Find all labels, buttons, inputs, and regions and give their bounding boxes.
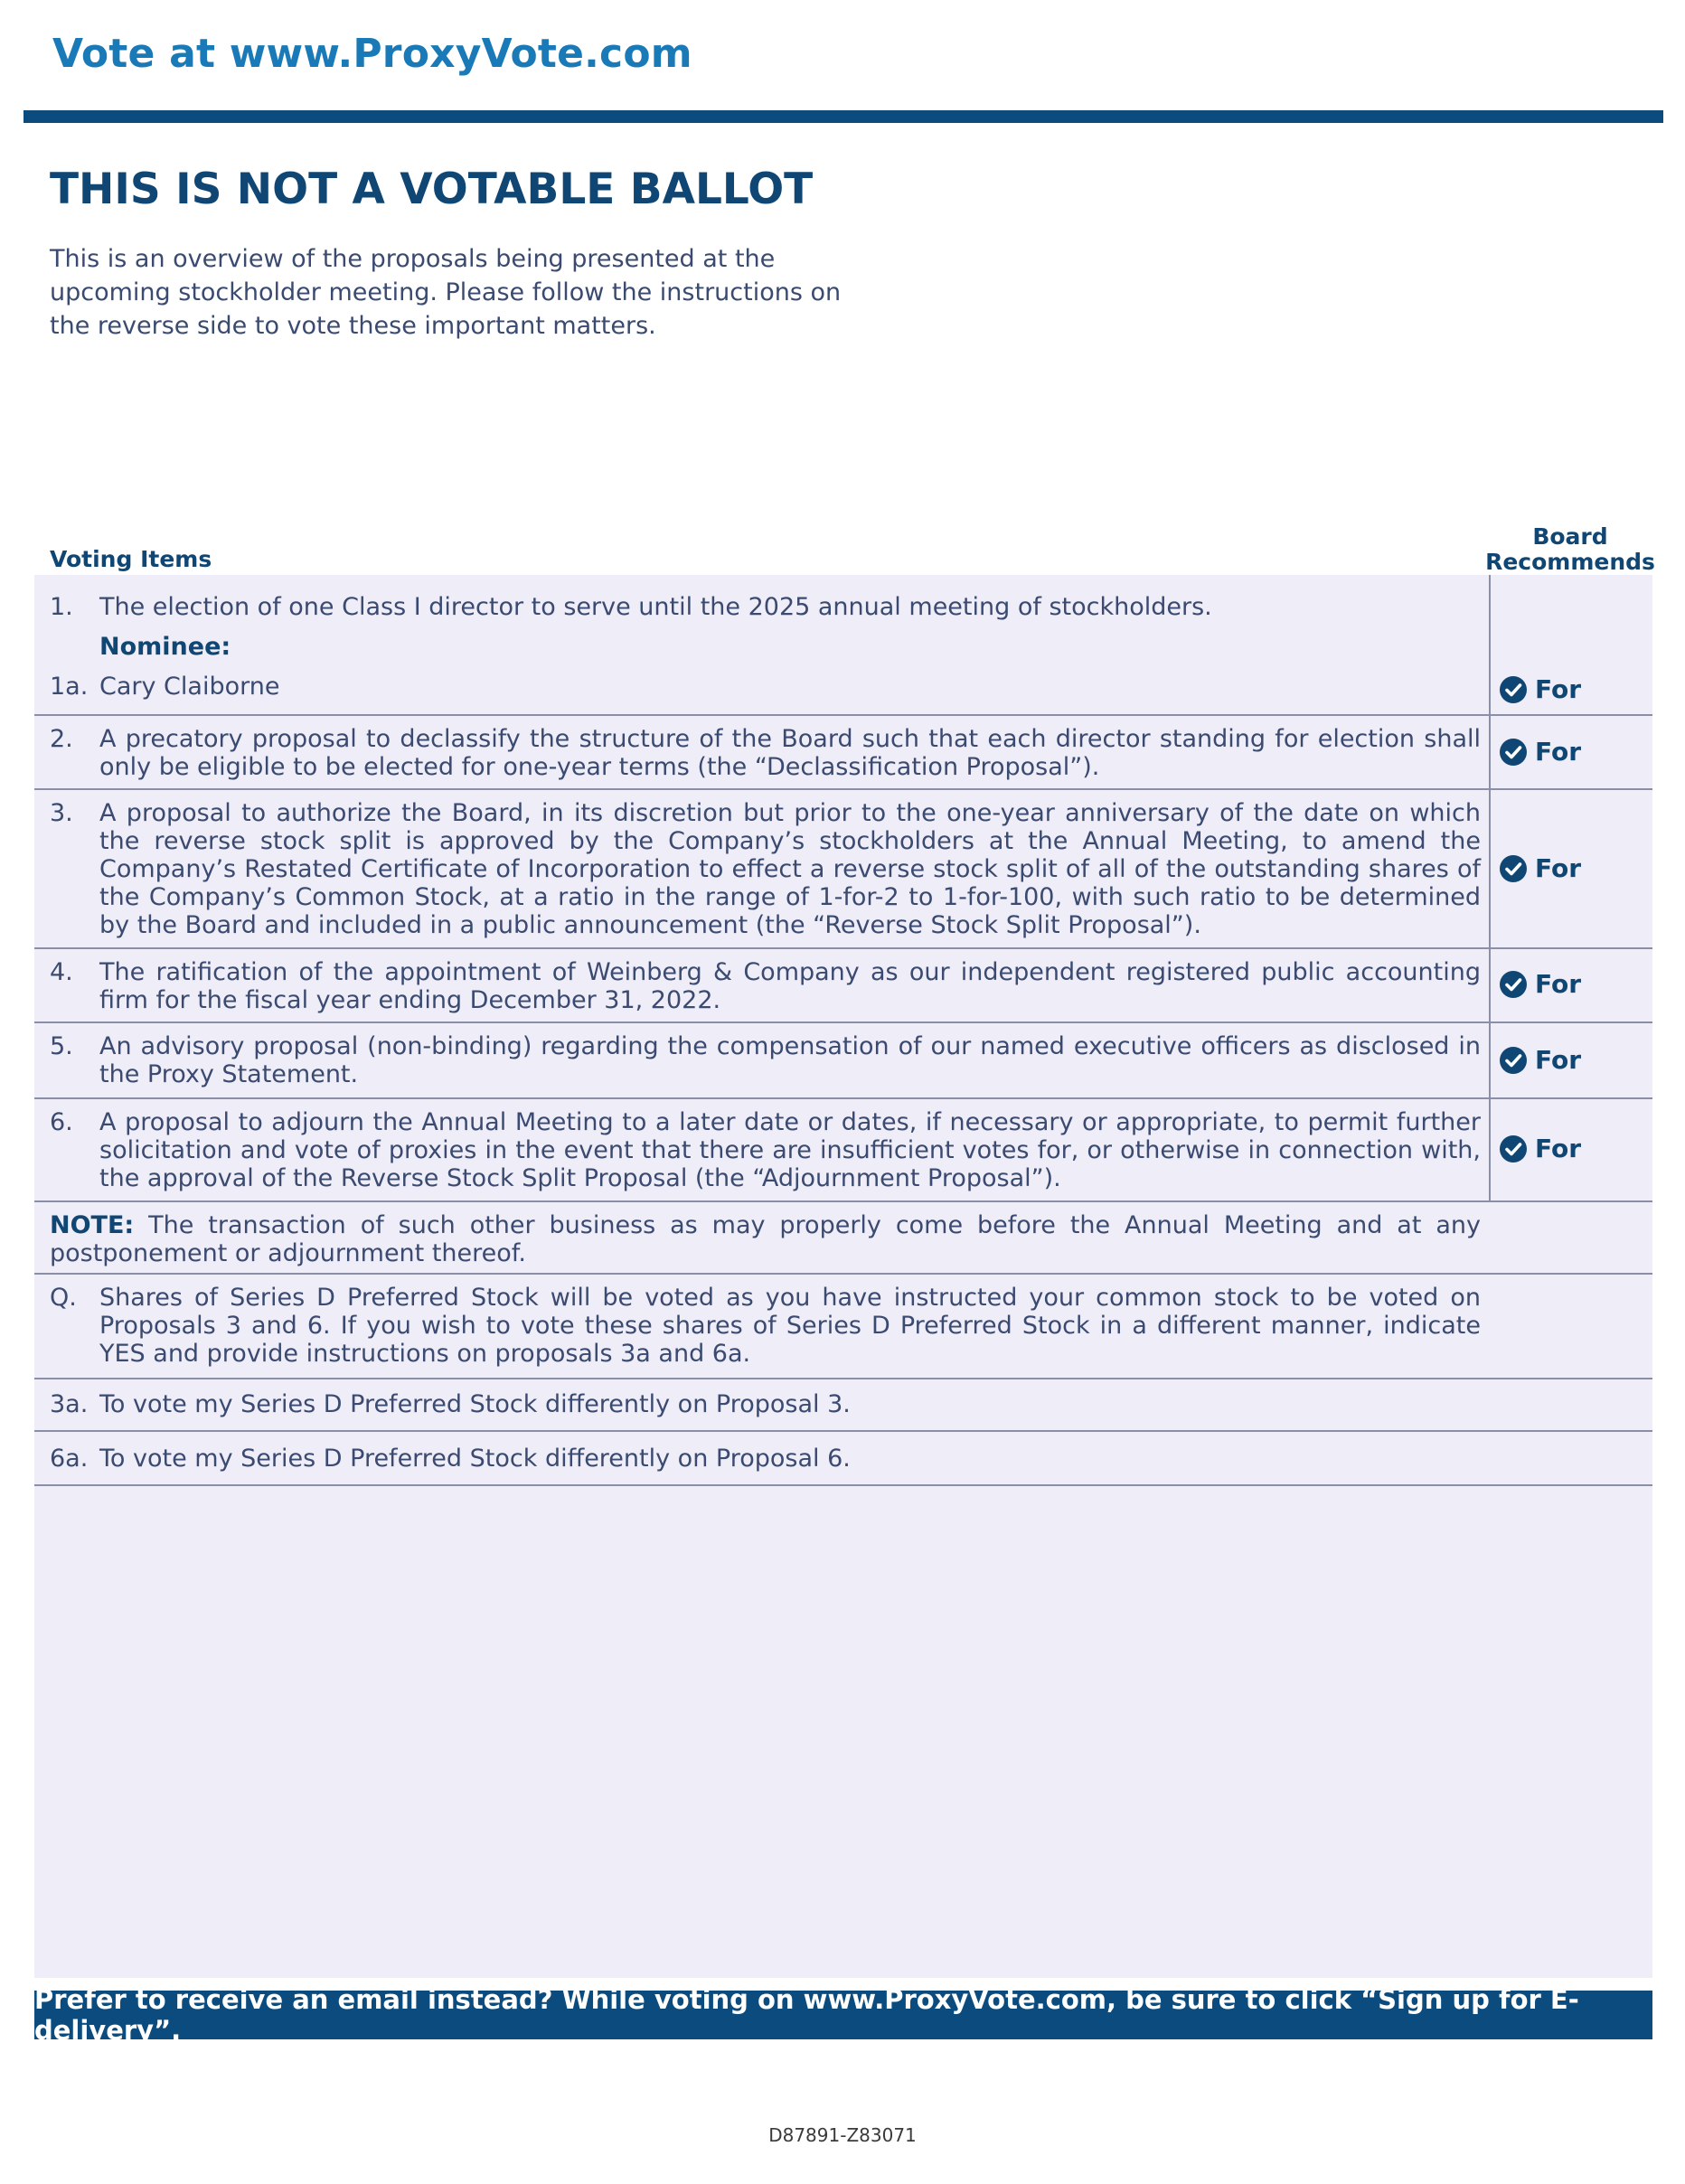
nominee-label: Nominee: (99, 633, 231, 661)
board-recommendation (1499, 737, 1607, 767)
recommendation-label: For (1535, 1134, 1582, 1163)
check-circle-icon (1499, 854, 1528, 883)
recommendation-label: For (1535, 1045, 1582, 1075)
item-number: 6a. (50, 1445, 89, 1473)
intro-paragraph: This is an overview of the proposals being presented at the upcoming stockholder meeting. Please follow the instructions on the reverse side to vote these important matters. (50, 245, 842, 340)
column-header-board-line1: Board (1532, 523, 1608, 550)
voting-item-6a (34, 1432, 1652, 1486)
item-text: A precatory proposal to declassify the structure of the Board such that each director standing for election shall only be eligible to be elected for one-year terms (the “Declassification Proposal”). (99, 725, 1481, 781)
recommendation-label: For (1535, 853, 1582, 883)
board-recommendation (1499, 674, 1607, 704)
header-url-title: Vote at www.ProxyVote.com (52, 31, 692, 77)
item-number: 4. (50, 958, 73, 986)
voting-item-5 (34, 1023, 1652, 1099)
note-label: NOTE: (50, 1211, 135, 1239)
voting-item-4 (34, 949, 1652, 1023)
document-control-number: D87891-Z83071 (768, 2124, 917, 2146)
item-text: The election of one Class I director to serve until the 2025 annual meeting of stockholders. (99, 593, 1212, 621)
voting-item-1 (34, 575, 1652, 716)
sub-item-number: 1a. (50, 673, 89, 701)
voting-item-3a (34, 1379, 1652, 1432)
check-circle-icon (1499, 1046, 1528, 1075)
item-text: To vote my Series D Preferred Stock differently on Proposal 3. (99, 1390, 851, 1418)
item-number: 3. (50, 799, 73, 827)
recommendation-label: For (1535, 969, 1582, 999)
column-header-board-line2: Recommends (1485, 549, 1655, 575)
voting-item-6 (34, 1099, 1652, 1202)
board-recommendation (1499, 1045, 1607, 1075)
nominee-name: Cary Claiborne (99, 673, 280, 701)
item-text: Shares of Series D Preferred Stock will be voted as you have instructed your common stock to be voted on Proposals 3 and 6. If you wish to vote these shares of Series D Preferred Stock in a different manner, indicate YES and provide instructions on proposals 3a and 6a. (99, 1284, 1481, 1368)
item-text: To vote my Series D Preferred Stock differently on Proposal 6. (99, 1445, 851, 1473)
check-circle-icon (1499, 675, 1528, 704)
series-d-question-row (34, 1275, 1652, 1379)
note-body: The transaction of such other business as may properly come before the Annual Meeting and at any postponement or adjournment thereof. (50, 1211, 1481, 1267)
board-recommendation (1499, 853, 1607, 883)
item-number: 3a. (50, 1390, 89, 1418)
page-title: THIS IS NOT A VOTABLE BALLOT (50, 165, 814, 214)
column-header-board-recommends (1484, 524, 1656, 575)
recommendation-label: For (1535, 674, 1582, 704)
e-delivery-banner-text: Prefer to receive an email instead? While voting on www.ProxyVote.com, be sure to click “Sign up for E-delivery”. (34, 1984, 1579, 2046)
item-text: A proposal to adjourn the Annual Meeting to a later date or dates, if necessary or appropriate, to permit further solicitation and vote of proxies in the event that there are insufficient votes for, or otherwise in connection with, the approval of the Reverse Stock Split Proposal (the “Adjournment Proposal”). (99, 1108, 1481, 1192)
item-number: 1. (50, 593, 73, 621)
check-circle-icon (1499, 970, 1528, 999)
check-circle-icon (1499, 738, 1528, 767)
recommendation-column-divider (1489, 575, 1491, 1200)
item-number: 6. (50, 1108, 73, 1136)
board-recommendation (1499, 969, 1607, 999)
check-circle-icon (1499, 1134, 1528, 1163)
note-text (50, 1211, 1481, 1267)
item-text: An advisory proposal (non-binding) regarding the compensation of our named executive officers as disclosed in the Proxy Statement. (99, 1032, 1481, 1088)
item-number: 5. (50, 1032, 73, 1060)
note-row (34, 1202, 1652, 1275)
item-text: A proposal to authorize the Board, in its discretion but prior to the one-year anniversary of the date on which the reverse stock split is approved by the Company’s stockholders at the Annual Meeting, to amend the Company’s Restated Certificate of Incorporation to effect a reverse stock split of all of the outstanding shares of the Company’s Common Stock, at a ratio in the range of 1-for-2 to 1-for-100, with such ratio to be determined by the Board and included in a public announcement (the “Reverse Stock Split Proposal”). (99, 799, 1481, 939)
board-recommendation (1499, 1134, 1607, 1163)
item-text: The ratification of the appointment of Weinberg & Company as our independent registered public accounting firm for the fiscal year ending December 31, 2022. (99, 958, 1481, 1014)
recommendation-label: For (1535, 737, 1582, 767)
voting-item-2 (34, 716, 1652, 790)
header-divider (24, 110, 1663, 123)
e-delivery-banner (34, 1984, 1652, 2046)
voting-item-3 (34, 790, 1652, 949)
item-number: Q. (50, 1284, 77, 1312)
item-number: 2. (50, 725, 73, 753)
column-header-voting-items: Voting Items (50, 546, 212, 572)
